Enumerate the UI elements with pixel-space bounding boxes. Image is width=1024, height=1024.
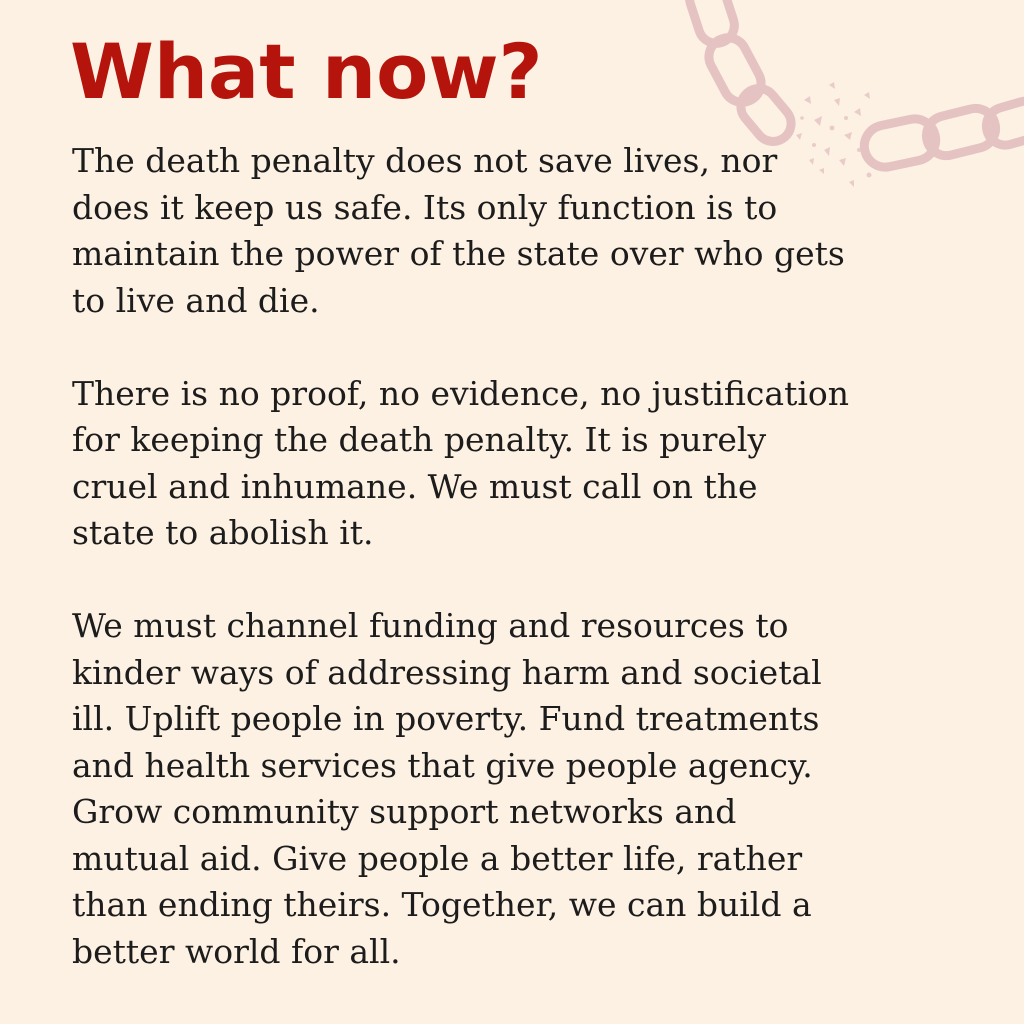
page-title: What now?: [70, 27, 543, 116]
paragraph-intro: The death penalty does not save lives, nor does it keep us safe. Its only function is to maintain the power of the state over who gets to live and die.: [72, 141, 845, 320]
body-text: [72, 138, 932, 975]
paragraph-call-to-action: We must channel funding and resources to kinder ways of addressing harm and societal ill. Uplift people in poverty. Fund treatments and health services that give people agency. Grow community support networks and mutual aid. Give people a better life, rather than ending theirs. Together, we can build a better world for all.: [72, 606, 822, 971]
paragraph-no-justification: There is no proof, no evidence, no justification for keeping the death penalty. It is purely cruel and inhumane. We must call on the state to abolish it.: [72, 373, 850, 552]
